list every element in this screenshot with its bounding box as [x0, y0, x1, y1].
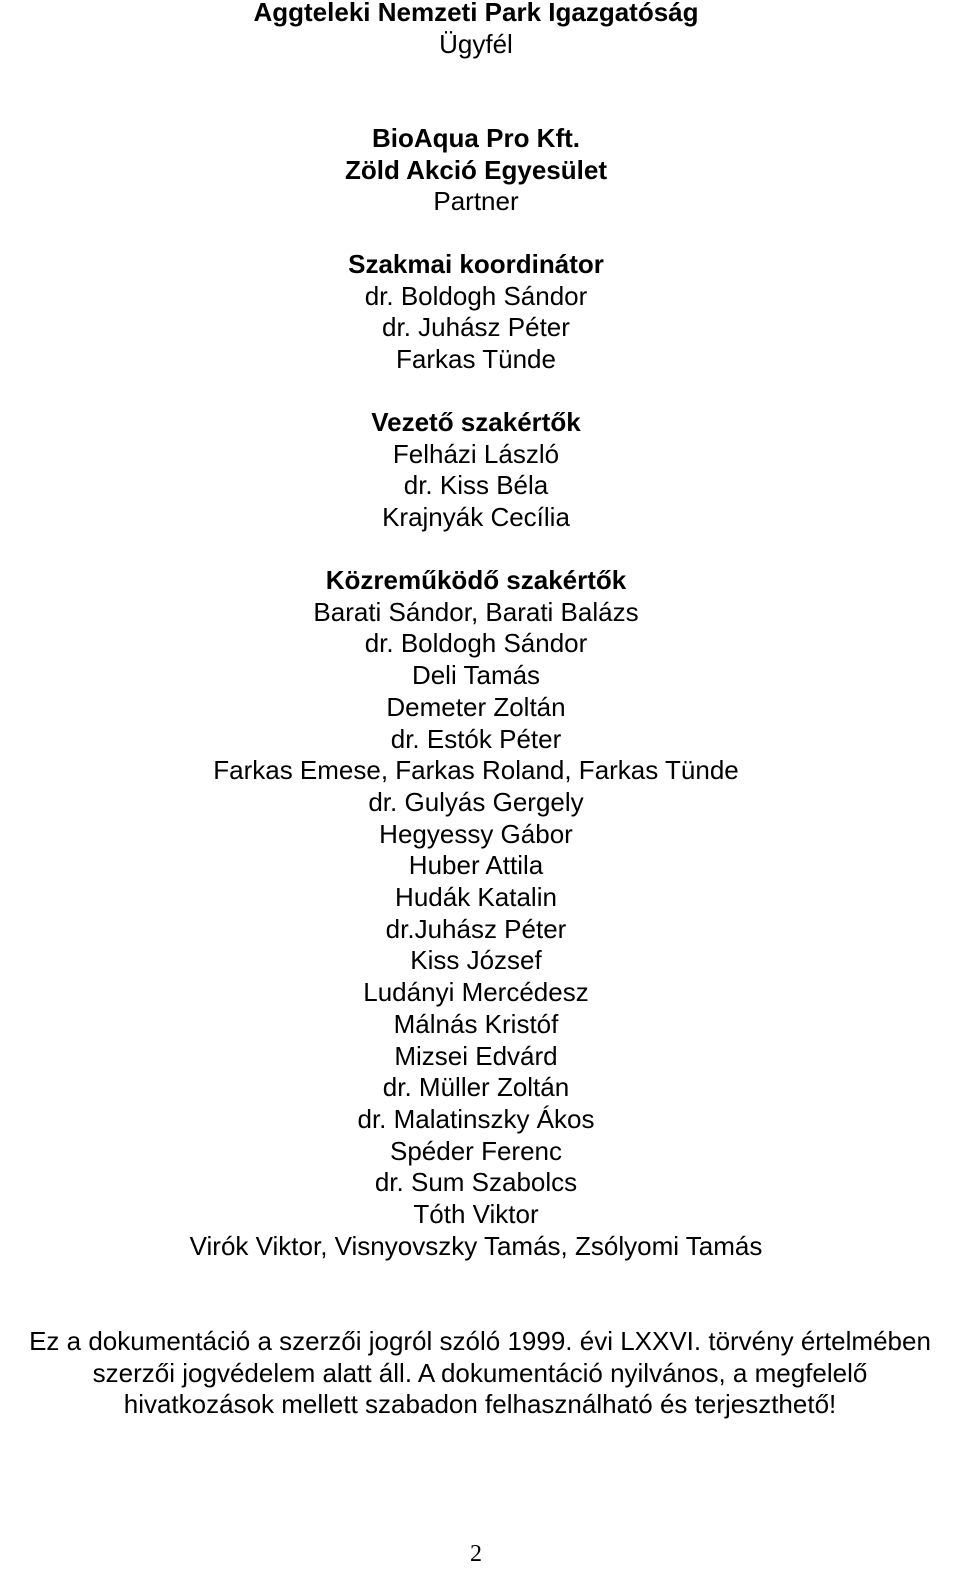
contributor-name: Farkas Emese, Farkas Roland, Farkas Tünde [213, 755, 739, 786]
notice-line: szerzői jogvédelem alatt áll. A dokumentáció nyilvános, a megfelelő [92, 1357, 868, 1388]
contributor-name: Mizsei Edvárd [394, 1040, 558, 1071]
client-section [0, 0, 952, 60]
contributor-name: Spéder Ferenc [390, 1135, 562, 1166]
contributor-name: Hegyessy Gábor [379, 818, 573, 849]
contributor-name: dr. Müller Zoltán [382, 1072, 570, 1103]
page-number: 2 [470, 1541, 482, 1567]
partners-section [0, 123, 952, 218]
contributor-name: dr. Malatinszky Ákos [357, 1103, 595, 1134]
notice-line: hivatkozások mellett szabadon felhasználható és terjeszthető! [123, 1389, 837, 1420]
lead-expert-name: Krajnyák Cecília [382, 502, 570, 533]
partner-name: BioAqua Pro Kft. [372, 123, 580, 153]
contributing-experts-heading: Közreműködő szakértők [325, 565, 627, 595]
contributor-name: dr.Juhász Péter [385, 913, 567, 944]
coordinators-section [0, 249, 952, 376]
contributor-name: Kiss József [410, 945, 542, 976]
lead-experts-section [0, 407, 952, 534]
coordinator-name: dr. Boldogh Sándor [364, 280, 588, 311]
contributor-name: Huber Attila [408, 850, 544, 881]
partner-role: Partner [433, 186, 519, 217]
coordinator-name: dr. Juhász Péter [382, 312, 570, 343]
contributor-name: Hudák Katalin [395, 882, 557, 913]
contributor-name: Ludányi Mercédesz [363, 977, 589, 1008]
contributor-name: Virók Viktor, Visnyovszky Tamás, Zsólyomi Tamás [189, 1230, 763, 1261]
contributor-name: Deli Tamás [411, 660, 541, 691]
notice-line: Ez a dokumentáció a szerzői jogról szóló 1999. évi LXXVI. törvény értelmében [29, 1326, 931, 1356]
client-name: Aggteleki Nemzeti Park Igazgatóság [253, 0, 699, 27]
contributing-experts-section [0, 565, 952, 1262]
lead-experts-heading: Vezető szakértők [371, 407, 581, 437]
contributor-name: Demeter Zoltán [386, 691, 566, 722]
contributor-name: dr. Gulyás Gergely [368, 786, 584, 817]
contributor-name: Barati Sándor, Barati Balázs [313, 596, 639, 627]
contributor-name: Málnás Kristóf [393, 1008, 559, 1039]
copyright-notice [0, 1326, 960, 1421]
coordinators-heading: Szakmai koordinátor [348, 249, 604, 279]
lead-expert-name: dr. Kiss Béla [403, 470, 549, 501]
contributor-name: dr. Sum Szabolcs [374, 1167, 578, 1198]
lead-expert-name: Felházi László [392, 438, 560, 469]
coordinator-name: Farkas Tünde [396, 344, 556, 375]
contributor-name: dr. Boldogh Sándor [364, 628, 588, 659]
client-role: Ügyfél [439, 28, 513, 59]
contributor-name: dr. Estók Péter [390, 723, 562, 754]
contributor-name: Tóth Viktor [413, 1199, 539, 1230]
partner-name: Zöld Akció Egyesület [345, 154, 607, 185]
